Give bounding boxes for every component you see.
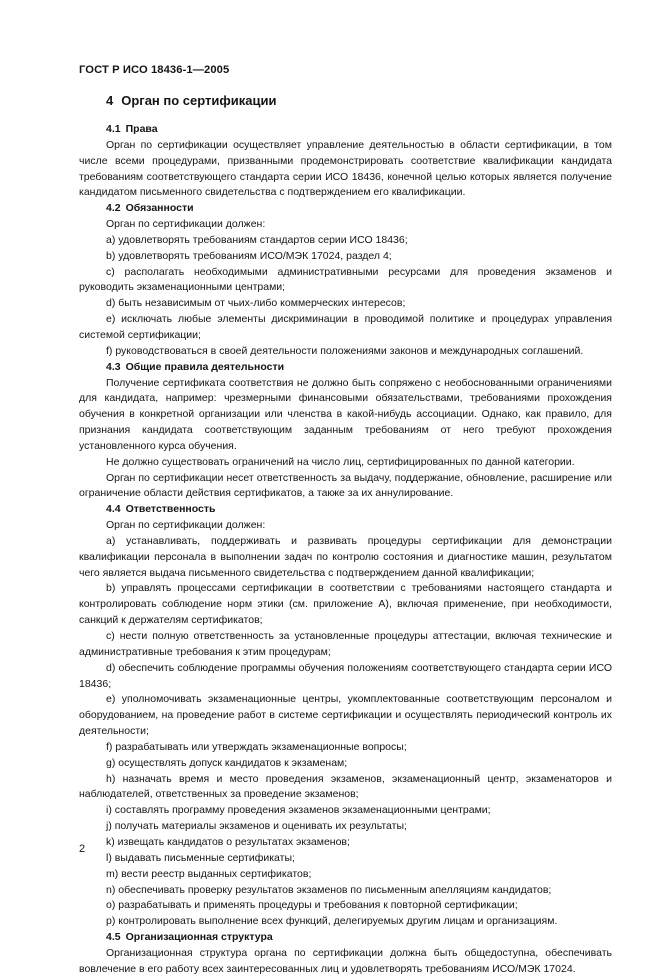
list-item: n) обеспечивать проверку результатов экзаменов по письменным апелляциям кандидатов; (106, 883, 552, 896)
list-item: c) располагать необходимыми административными ресурсами для проведения экзаменов и руководить экзаменационными центрами; (79, 265, 612, 294)
subsection-title: Общие правила деятельности (125, 360, 285, 373)
subsection-title: Ответственность (125, 503, 216, 516)
list-item: a) удовлетворять требованиям стандартов серии ИСО 18436; (106, 233, 408, 246)
document-header: ГОСТ Р ИСО 18436-1—2005 (79, 64, 230, 76)
paragraph: Орган по сертификации несет ответственность за выдачу, поддержание, обновление, расширение или ограничение области действия сертификатов, а также за их аннулирование. (79, 471, 612, 500)
paragraph: Организационная структура органа по сертификации должна быть общедоступна, обеспечивать вовлечение в его работу всех заинтересованных лиц и удовлетворять требованиям ИСО/МЭК 17024. (79, 946, 612, 975)
list-item: c) нести полную ответственность за установленные процедуры аттестации, включая технические и административные требования к этим процедурам; (79, 630, 612, 658)
list-item: e) уполномочивать экзаменационные центры, укомплектованные соответствующим персоналом и оборудованием, на проведение работ в системе сертификации и осуществлять периодический контроль их деятельности; (79, 693, 612, 738)
paragraph: Орган по сертификации должен: (106, 519, 266, 532)
subsection-title: Обязанности (125, 202, 194, 215)
list-item: h) назначать время и место проведения экзаменов, экзаменационный центр, экзаменаторов и наблюдателей, ответственных за проведение экзаменов; (79, 772, 612, 801)
subsection-number: 4.5 (106, 931, 121, 944)
list-item: l) выдавать письменные сертификаты; (106, 851, 295, 864)
subsection-heading (79, 201, 612, 217)
page-number: 2 (79, 843, 86, 855)
list-item: p) контролировать выполнение всех функций, делегируемых другим лицам и организациям. (106, 915, 558, 928)
subsection-heading (79, 122, 612, 138)
list-item: g) осуществлять допуск кандидатов к экзаменам; (106, 756, 348, 769)
list-item: e) исключать любые элементы дискриминации в проводимой политике и процедурах управления системой сертификации; (79, 313, 612, 341)
section-title-text: Орган по сертификации (121, 93, 277, 108)
section-title (106, 93, 276, 108)
list-item: d) обеспечить соблюдение программы обучения положениям соответствующего стандарта серии ИСО 18436; (79, 661, 612, 690)
subsection-heading (79, 930, 612, 946)
list-item: k) извещать кандидатов о результатах экзаменов; (106, 835, 350, 848)
subsection-heading (79, 360, 612, 376)
list-item: i) составлять программу проведения экзаменов экзаменационными центрами; (106, 804, 491, 817)
list-item: d) быть независимым от чьих-либо коммерческих интересов; (106, 297, 406, 310)
section-number: 4 (106, 93, 114, 108)
paragraph: Получение сертификата соответствия не должно быть сопряжено с необоснованными ограничениями для кандидата, например: чрезмерными финансовыми обязательствами, требованиями прохождения обучения в конкретной организации или членства в какой-нибудь ассоциации. Однако, как правило, для признания кандидата соответствующим заданным требованиям от него требуют прохождения установленного курса обучения. (79, 376, 612, 452)
subsection-number: 4.1 (106, 123, 121, 135)
list-item: a) устанавливать, поддерживать и развивать процедуры сертификации для демонстрации квалификации персонала в выполнении задач по контролю состояния и диагностике машин, результатом чего является выдача письменного свидетельства с подтверждением данной квалификации; (79, 534, 612, 579)
list-item: b) управлять процессами сертификации в соответствии с требованиями настоящего стандарта и контролировать соблюдение норм этики (см. приложение А), включая применение, при необходимости, санкций к держателям сертификатов; (79, 582, 612, 627)
subsection-number: 4.3 (106, 360, 121, 373)
document-body (79, 122, 612, 978)
paragraph: Не должно существовать ограничений на число лиц, сертифицированных по данной категории. (106, 455, 575, 468)
subsection-title: Права (125, 123, 158, 135)
paragraph: Орган по сертификации осуществляет управление деятельностью в области сертификации, в том числе всеми процедурами, призванными продемонстрировать соответствие квалификации кандидата требованиям соответствующего стандарта серии ИСО 18436, конечной целью которых является получение кандидатом письменного свидетельства с подтверждением его квалификации. (79, 138, 612, 199)
list-item: f) руководствоваться в своей деятельности положениями законов и международных соглашений. (106, 344, 584, 357)
subsection-number: 4.2 (106, 202, 121, 215)
list-item: b) удовлетворять требованиям ИСО/МЭК 17024, раздел 4; (106, 249, 392, 262)
list-item: o) разрабатывать и применять процедуры и требования к повторной сертификации; (106, 899, 518, 912)
subsection-title: Организационная структура (125, 931, 273, 944)
subsection-heading (79, 502, 612, 518)
paragraph: Орган по сертификации должен: (106, 218, 266, 231)
subsection-number: 4.4 (106, 503, 121, 516)
list-item: f) разрабатывать или утверждать экзаменационные вопросы; (106, 740, 407, 753)
list-item: m) вести реестр выданных сертификатов; (106, 867, 312, 880)
list-item: j) получать материалы экзаменов и оценивать их результаты; (106, 820, 407, 833)
